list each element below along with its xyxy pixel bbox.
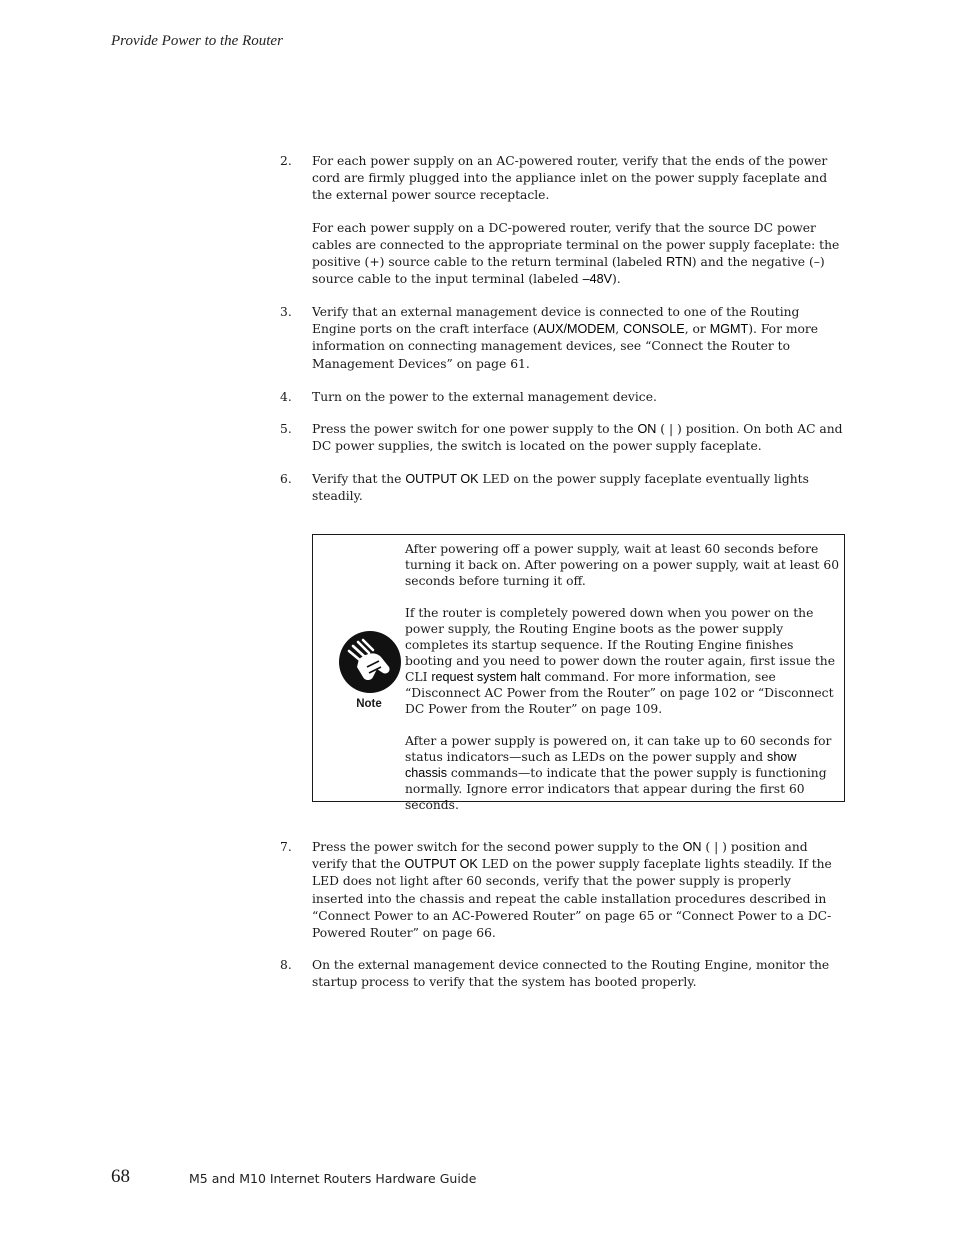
on-label: ON — [637, 422, 657, 436]
text-run: Verify that the — [312, 472, 406, 486]
text-run: ). — [612, 272, 621, 287]
text-run: , or — [684, 322, 710, 337]
step-2-paragraph-dc — [312, 220, 845, 289]
step-7-paragraph — [312, 839, 845, 942]
aux-modem-label: AUX/MODEM — [537, 322, 616, 337]
text-run: LED on the power supply faceplate lights steadily. If the LED does not light after 60 seconds, verify that the power supply is properly inserted into the chassis and repeat the cable installation procedures described in “Connect Power to an AC-Powered Router” on page 65 or “Connect Power to a DC-Powered Router” on page 66. — [312, 857, 832, 941]
cli-command-show-chassis: show chassis — [405, 750, 797, 780]
step-number: 3. — [280, 305, 292, 319]
text-run: ( | ) position. On both AC and DC power supplies, the switch is located on the power supply faceplate. — [312, 422, 843, 454]
step-3 — [280, 304, 845, 373]
text-run: ( | ) position and verify that the — [312, 840, 808, 872]
text-run: command. For more information, see “Disconnect AC Power from the Router” on page 102 or “Disconnect DC Power from the Router” on page 109. — [405, 670, 834, 716]
page-number: 68 — [111, 1166, 130, 1187]
text-run: commands—to indicate that the power supply is functioning normally. Ignore error indicators that appear during the first 60 seconds. — [405, 766, 827, 812]
note-box — [312, 534, 845, 812]
note-paragraph-1: After powering off a power supply, wait at least 60 seconds before turning it back on. After powering on a power supply, wait at least 60 seconds before turning it off. — [405, 542, 840, 588]
step-2 — [280, 153, 845, 288]
text-run: Press the power switch for one power supply to the — [312, 422, 638, 436]
step-5 — [280, 421, 845, 455]
step-number: 4. — [280, 390, 292, 404]
text-run: After a power supply is powered on, it can take up to 60 seconds for status indicators—such as LEDs on the power supply and — [405, 734, 832, 764]
minus-48v-label: –48V — [582, 272, 612, 287]
output-ok-label: OUTPUT OK — [404, 857, 478, 872]
note-text — [405, 541, 841, 813]
step-number: 8. — [280, 958, 292, 972]
text-run: LED on the power supply faceplate eventually lights steadily. — [312, 472, 809, 504]
rtn-label: RTN — [666, 255, 692, 270]
step-4 — [280, 389, 845, 406]
step-2-paragraph-ac: For each power supply on an AC-powered router, verify that the ends of the power cord are firmly plugged into the appliance inlet on the power supply faceplate and the external power source receptacle. — [312, 154, 828, 203]
cli-command-request-system-halt: request system halt — [431, 670, 541, 684]
note-paragraph-3 — [405, 733, 841, 813]
text-run: ). For more information on connecting management devices, see “Connect the Router to Management Devices” on page 61. — [312, 322, 819, 371]
running-header: Provide Power to the Router — [111, 33, 283, 49]
text-run: Press the power switch for the second power supply to the — [312, 840, 683, 854]
step-5-paragraph — [312, 421, 845, 455]
mgmt-label: MGMT — [709, 322, 749, 337]
text-run: Verify that an external management device is connected to one of the Routing Engine ports on the craft interface ( — [312, 305, 800, 337]
text-run: If the router is completely powered down when you power on the power supply, the Routing Engine boots as the power supply completes its startup sequence. If the Routing Engine finishes booting and you need to power down the router again, first issue the CLI — [405, 606, 835, 684]
on-label: ON — [682, 840, 702, 854]
text-run: , — [615, 322, 624, 337]
note-paragraph-2 — [405, 605, 841, 717]
step-6 — [280, 471, 845, 505]
console-label: CONSOLE — [623, 322, 685, 337]
output-ok-label: OUTPUT OK — [405, 472, 479, 486]
step-number: 6. — [280, 472, 292, 486]
step-8 — [280, 957, 845, 991]
step-7 — [280, 839, 845, 942]
step-number: 2. — [280, 154, 292, 168]
step-number: 5. — [280, 422, 292, 436]
step-6-paragraph — [312, 471, 845, 505]
step-3-paragraph — [312, 304, 845, 373]
text-run: For each power supply on a DC-powered router, verify that the source DC power cables are connected to the appropriate terminal on the power supply faceplate: the positive (+) source cable to the return terminal (labeled — [312, 220, 840, 270]
step-4-paragraph: Turn on the power to the external management device. — [312, 390, 657, 404]
book-title: M5 and M10 Internet Routers Hardware Guide — [189, 1171, 477, 1186]
step-number: 7. — [280, 840, 292, 854]
text-run: ) and the negative (–) source cable to the input terminal (labeled — [312, 255, 825, 287]
hand-stop-icon — [339, 631, 401, 693]
step-8-paragraph: On the external management device connected to the Routing Engine, monitor the startup process to verify that the system has booted properly. — [312, 958, 830, 990]
note-label: Note — [356, 698, 382, 710]
